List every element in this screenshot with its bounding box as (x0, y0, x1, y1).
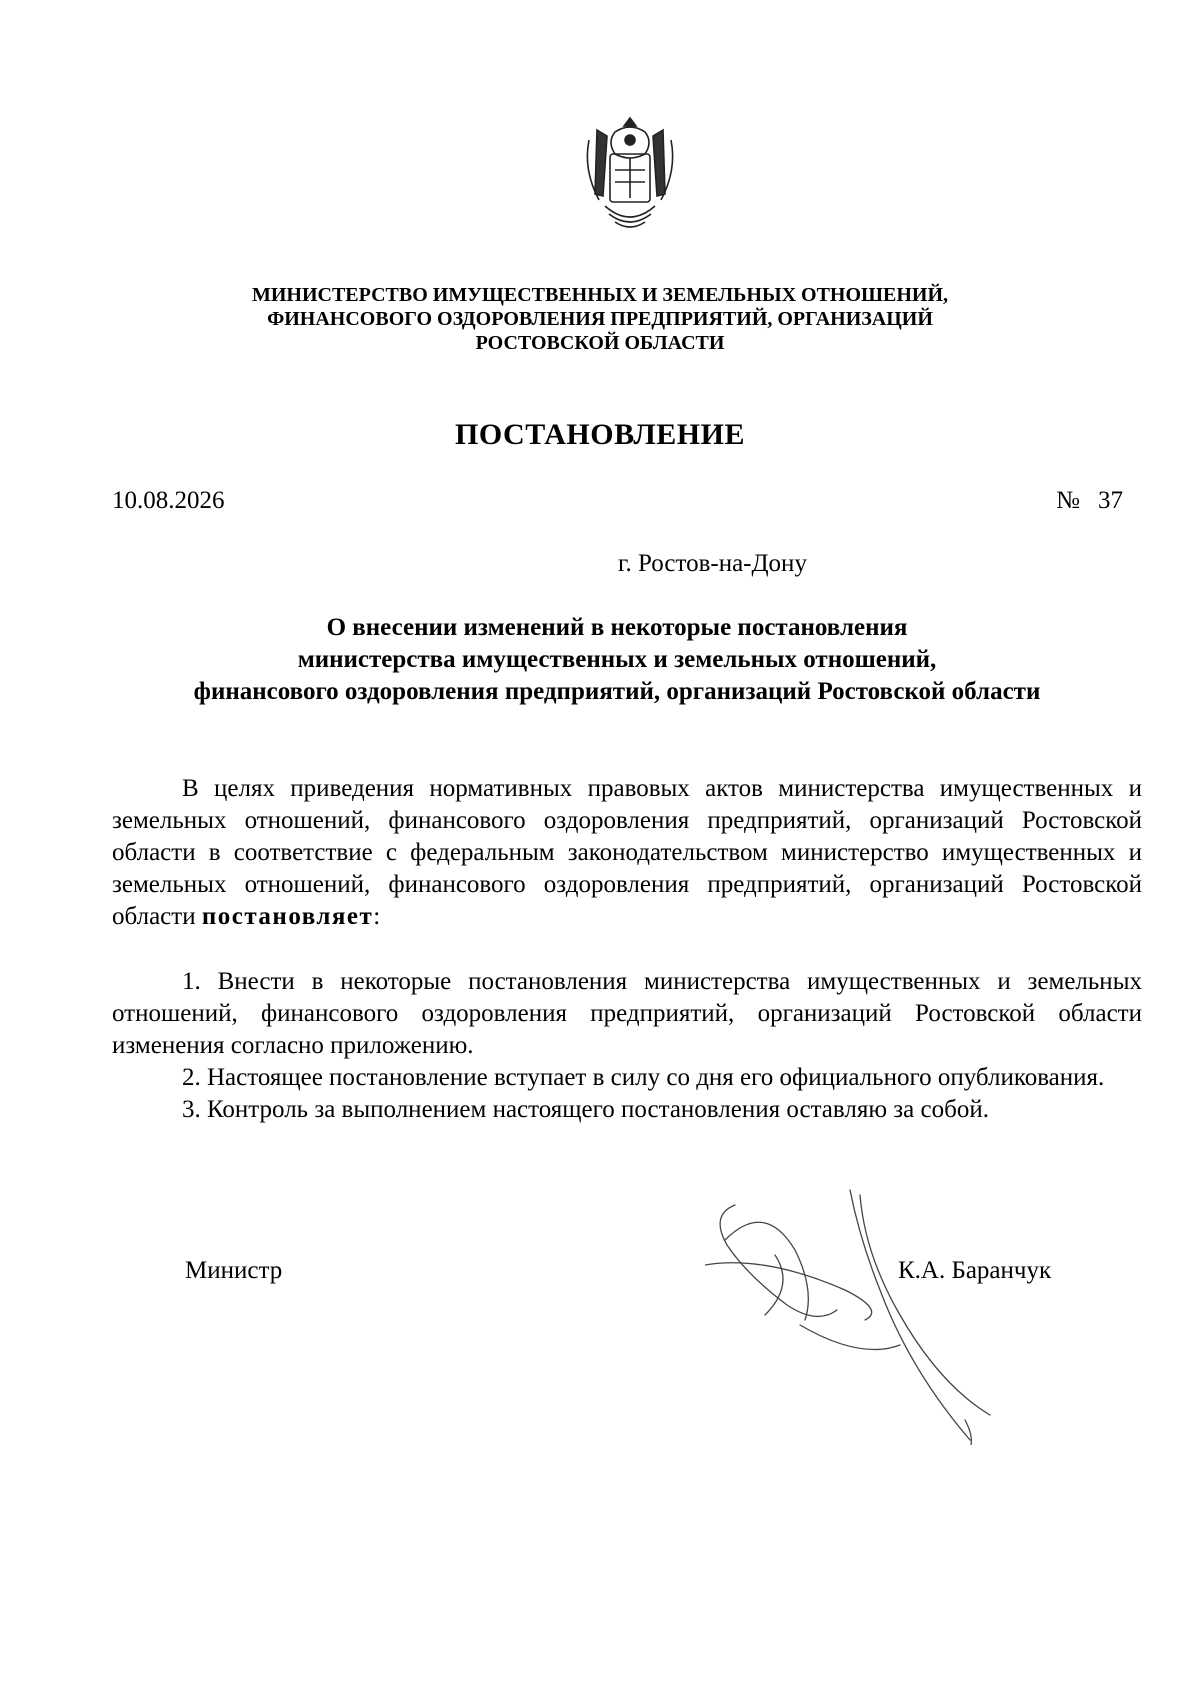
preamble-paragraph (112, 773, 1142, 933)
item-3: 3. Контроль за выполнением настоящего постановления оставляю за собой. (182, 1096, 989, 1123)
signatory-title: Министр (185, 1257, 283, 1284)
subject-line-2: министерства имущественных и земельных отношений, (297, 646, 937, 673)
preamble-keyword: постановляет (201, 903, 374, 930)
number-value: 37 (1098, 487, 1123, 514)
preamble-text: В целях приведения нормативных правовых актов министерства имущественных и земельных отношений, финансового оздоровления предприятий, организаций Ростовской области в соответствие с федеральным законодательством министерство имущественных и земельных отношений, финансового оздоровления предприятий, организаций Ростовской области (112, 775, 1142, 930)
ministry-name-line-1: МИНИСТЕРСТВО ИМУЩЕСТВЕННЫХ И ЗЕМЕЛЬНЫХ ОТНОШЕНИЙ, (251, 284, 949, 306)
document-city: г. Ростов-на-Дону (618, 550, 807, 577)
document-type: ПОСТАНОВЛЕНИЕ (455, 418, 745, 451)
item-2: 2. Настоящее постановление вступает в силу со дня его официального опубликования. (182, 1064, 1105, 1091)
preamble-end: : (373, 903, 381, 930)
ministry-name-line-3: РОСТОВСКОЙ ОБЛАСТИ (475, 332, 725, 354)
document-date: 10.08.2026 (112, 487, 225, 514)
item-1: 1. Внести в некоторые постановления министерства имущественных и земельных отношений, финансового оздоровления предприятий, организаций Ростовской области изменения согласно приложению. (112, 968, 1142, 1059)
signatory-name: К.А. Баранчук (898, 1257, 1052, 1284)
document-body (112, 773, 1142, 1126)
coat-of-arms-icon (575, 110, 685, 240)
number-sign: № (1056, 487, 1080, 514)
subject-line-3: финансового оздоровления предприятий, организаций Ростовской области (193, 678, 1041, 705)
document-subject (112, 612, 1122, 708)
subject-line-1: О внесении изменений в некоторые постановления (326, 614, 908, 641)
ministry-name (120, 283, 1080, 355)
document-number (1056, 487, 1123, 515)
handwritten-signature-icon (705, 1185, 1025, 1445)
ministry-name-line-2: ФИНАНСОВОГО ОЗДОРОВЛЕНИЯ ПРЕДПРИЯТИЙ, ОРГАНИЗАЦИЙ (267, 308, 933, 330)
